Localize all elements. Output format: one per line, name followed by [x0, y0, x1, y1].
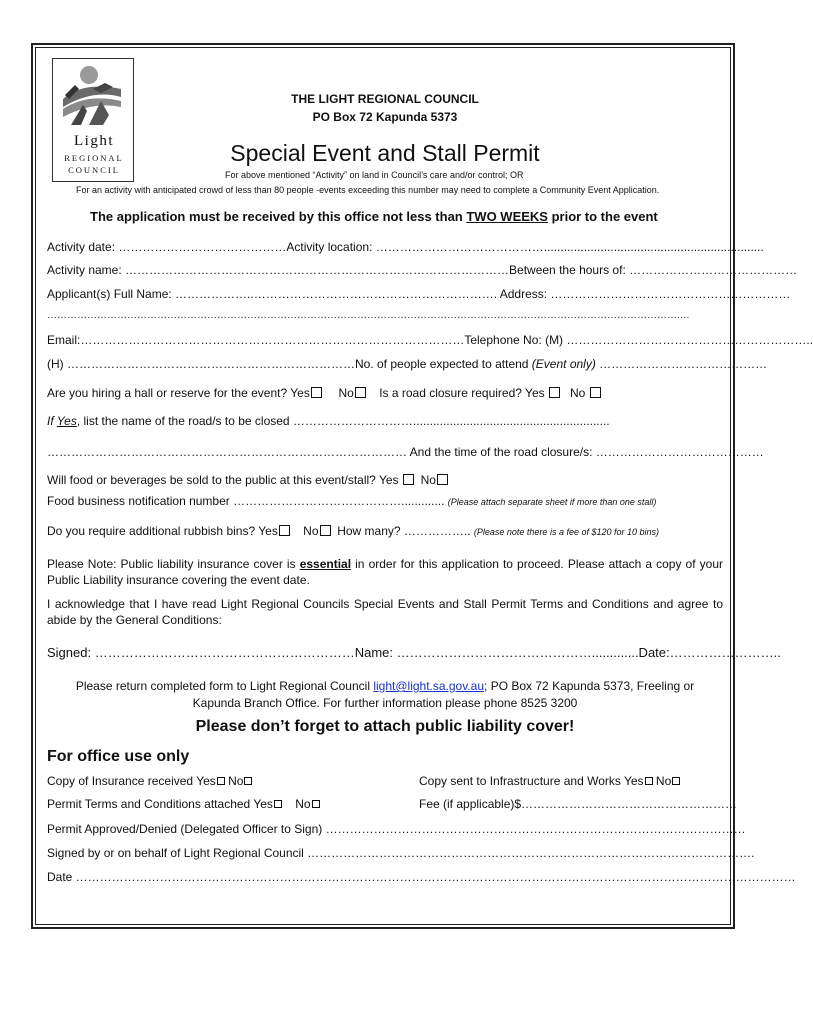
- telephone-home-field[interactable]: (H) ………………………………………………………………No. of people expected to attend (Event only) ……………………………………: [47, 357, 768, 371]
- bins-no-checkbox[interactable]: [320, 525, 331, 536]
- permit-approved-field[interactable]: Permit Approved/Denied (Delegated Officer to Sign) ……………………………………………………………………………………………: [47, 822, 746, 836]
- food-no-checkbox[interactable]: [437, 474, 448, 485]
- council-name: THE LIGHT REGIONAL COUNCIL: [291, 92, 479, 106]
- food-yes-checkbox[interactable]: [403, 474, 414, 485]
- office-date-field[interactable]: Date ………………………………………………………………………………………………………………………………………………………………: [47, 870, 796, 884]
- hall-question: Are you hiring a hall or reserve for the event? Yes No Is a road closure required? Yes No: [47, 386, 601, 400]
- bins-yes-checkbox[interactable]: [279, 525, 290, 536]
- road-closure-time-field[interactable]: ……………………………………………………………………………… And the time of the road closure/s: ……………………………………: [47, 445, 764, 459]
- bins-how-many-field[interactable]: How many? ……………..: [337, 524, 471, 538]
- roads-closed-field[interactable]: If Yes, list the name of the road/s to be closed …………………………...........................................................: [47, 414, 610, 428]
- food-question: Will food or beverages be sold to the public at this event/stall? Yes No: [47, 473, 448, 487]
- road-closure-no-checkbox[interactable]: [590, 387, 601, 398]
- permit-terms-row: Permit Terms and Conditions attached Yes No: [47, 797, 320, 811]
- submission-notice: The application must be received by this office not less than TWO WEEKS prior to the event: [90, 209, 658, 224]
- insurance-yes-checkbox[interactable]: [217, 777, 225, 785]
- copy-infrastructure-row: Copy sent to Infrastructure and Works Yes No: [419, 774, 680, 788]
- between-hours-field[interactable]: Between the hours of: ……………………………………: [509, 263, 798, 277]
- address-continuation-line[interactable]: ……………………………………………………………………………………………………………………………………………………………………….…: [47, 310, 690, 321]
- telephone-mobile-field[interactable]: Telephone No: (M) ……………………………………………………..: [464, 333, 813, 347]
- subtitle-line-1: For above mentioned “Activity” on land in Council’s care and/or control; OR: [225, 170, 524, 180]
- council-email-link[interactable]: light@light.sa.gov.au: [373, 679, 485, 693]
- applicant-name-field[interactable]: Applicant(s) Full Name: ………………..……………………………………………………. Address: ……………………………………………………: [47, 287, 791, 301]
- insurance-note: Please Note: Public liability insurance cover is essential in order for this application to proceed. Please attach a copy of your Public Liability insurance covering the event date.: [47, 557, 723, 587]
- food-note: (Please attach separate sheet if more than one stall): [447, 497, 657, 507]
- infrastructure-no-checkbox[interactable]: [672, 777, 680, 785]
- signature-line[interactable]: Signed: ……………………………………………………Name: ……………………………………….............Date:……………………..: [47, 645, 781, 660]
- activity-name-field[interactable]: Activity name: ……………………………………………………………………………………Between the hours of: ……………………………………: [47, 263, 798, 277]
- council-address: PO Box 72 Kapunda 5373: [312, 110, 458, 124]
- logo-word-light: Light: [74, 133, 114, 149]
- permit-terms-yes-checkbox[interactable]: [274, 800, 282, 808]
- subtitle-line-2: For an activity with anticipated crowd of less than 80 people -events exceeding this number may need to complete a Community Event Application.: [76, 185, 660, 195]
- attach-cover-reminder: Please don’t forget to attach public liability cover!: [195, 718, 575, 735]
- acknowledgement-text: I acknowledge that I have read Light Regional Councils Special Events and Stall Permit Terms and Conditions and agree to abide by the General Conditions:: [47, 597, 723, 627]
- infrastructure-yes-checkbox[interactable]: [645, 777, 653, 785]
- hall-no-checkbox[interactable]: [355, 387, 366, 398]
- council-logo: [52, 58, 134, 182]
- road-closure-yes-checkbox[interactable]: [549, 387, 560, 398]
- people-expected-field[interactable]: No. of people expected to attend (Event only) ……………………………………: [355, 357, 768, 371]
- insurance-no-checkbox[interactable]: [244, 777, 252, 785]
- hall-yes-checkbox[interactable]: [311, 387, 322, 398]
- address-field[interactable]: Address: ……………………………………………………: [499, 287, 791, 301]
- signed-behalf-field[interactable]: Signed by or on behalf of Light Regional Council ………………………………………………………………………………………………….: [47, 846, 755, 860]
- bins-fee-note: (Please note there is a fee of $120 for 10 bins): [473, 527, 660, 537]
- email-field[interactable]: Email:……………………………………………………………………………………Telephone No: (M) ……………………………………………………..: [47, 333, 813, 347]
- copy-insurance-row: Copy of Insurance received Yes No: [47, 774, 252, 788]
- logo-word-regional: REGIONAL: [64, 153, 124, 163]
- bins-question: Do you require additional rubbish bins? Yes No How many? …………….. (Please note there is a fee of $120 for 10 bins): [47, 524, 660, 538]
- return-instructions: Please return completed form to Light Regional Council light@light.sa.gov.au; PO Box 72 Kapunda 5373, Freeling or Kapunda Branch Office. For further information please phone 8525 3200: [75, 679, 695, 710]
- permit-terms-no-checkbox[interactable]: [312, 800, 320, 808]
- office-use-heading: For office use only: [47, 748, 190, 765]
- two-weeks-emphasis: TWO WEEKS: [466, 209, 548, 224]
- activity-location-field[interactable]: Activity location: ……………………………………..................................................................: [286, 240, 764, 254]
- activity-date-field[interactable]: Activity date: ……………………………………Activity location: ……………………………………..................................................................: [47, 240, 764, 254]
- fee-field[interactable]: Fee (if applicable)$………………………………………………: [419, 797, 738, 811]
- landscape-logo-icon: [53, 59, 133, 131]
- page-title: Special Event and Stall Permit: [230, 140, 540, 166]
- logo-word-council: COUNCIL: [68, 165, 120, 175]
- food-notification-field[interactable]: Food business notification number ……………………………………............. (Please attach separate sheet if more than one stall): [47, 494, 657, 508]
